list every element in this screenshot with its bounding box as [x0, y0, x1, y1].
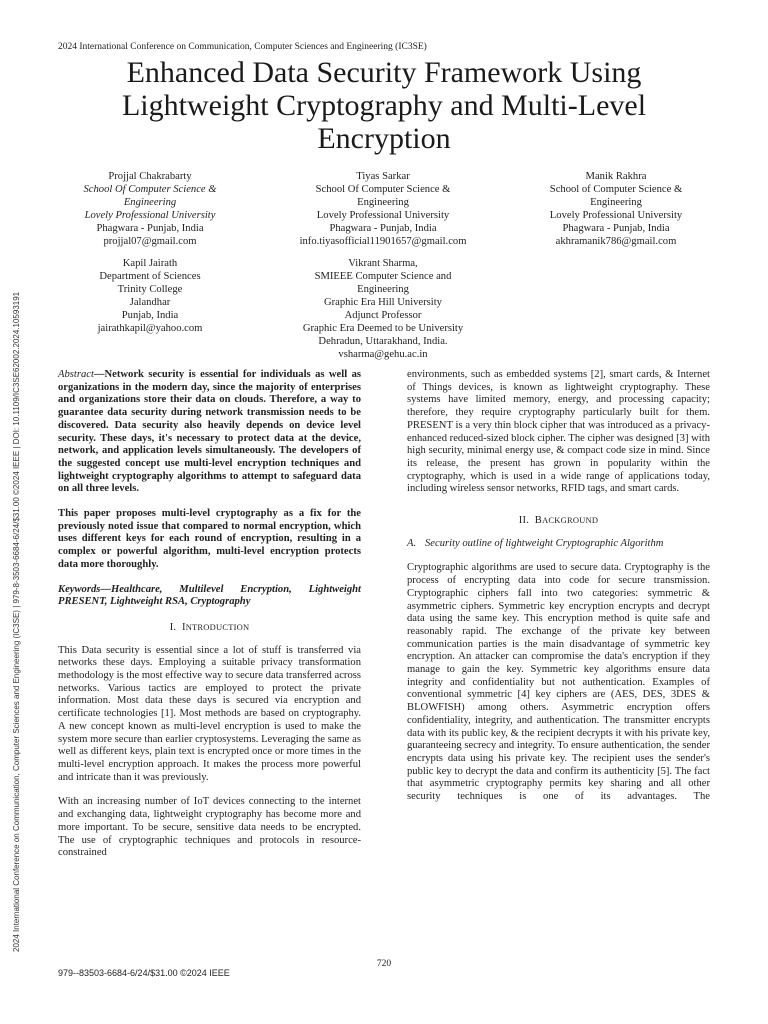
right-paragraph-2: Cryptographic algorithms are used to secure data. Cryptography is the process of encrypting data into code for secure transmission. Cryptographic ciphers fall into two categories: symmetric & asymmetric ciphers. Symmetric key encryption encrypts and decrypt data using the same key. This encryption method is quite safe and reasonably rapid. The exchange of the private key between communication parties is the main disadvantage of symmetric key encryption. An attacker can compromise the data's encryption if they manage to gain the key. Symmetric key algorithms ensure data integrity and confidentiality but not authentication. Examples of conventional symmetric [4] key ciphers are (AES, DES, 3DES & BLOWFISH) among others. Asymmetric encryption offers confidentiality, integrity, and authentication. The transmitter encrypts data with its public key, & the recipient decrypts it with his private key, guaranteeing secrecy and integrity. To ensure authentication, the sender encrypts data using his private key. The recipient uses the sender's public key to decrypt the data and confirm its authenticity [5]. The fact that asymmetric cryptography permits key sharing and all other security techniques is one of its advantages. The [407, 562, 710, 803]
author-dept-cont: Engineering [357, 284, 409, 295]
author-dept: School Of Computer Science & [315, 184, 451, 195]
abstract-para-2: This paper proposes multi-level cryptography as a fix for the previously noted issue that compared to normal encryption, which uses different keys for each round of encryption, resulting in a complex or powerful algorithm, multi-level encryption protects data more thoroughly. [58, 508, 361, 570]
author-name: Tiyas Sarkar [356, 171, 410, 182]
right-paragraph-1: environments, such as embedded systems [2], smart cards, & Internet of Things devices, is known as lightweight cryptography. These systems have limited memory, energy, and processing capacity; therefore, they require cryptography particularly built for them. PRESENT is a very thin block cipher that was introduced as a privacy-enhanced reduced-sized block cipher. The cipher was designed [3] with high security, minimal energy use, & compact code size in mind. Since its release, the present has grown in popularity within the cryptography, which is used in a wide range of applications today, including wireless sensor networks, RFID tags, and smart cards. [407, 369, 710, 495]
footer-copyright: 979--83503-6684-6/24/$31.00 ©2024 IEEE [58, 968, 230, 978]
abstract-dash: — [93, 369, 105, 380]
author-block-1 [50, 170, 250, 248]
author-location: Phagwara - Punjab, India [562, 223, 670, 234]
author-org: Trinity College [117, 284, 183, 295]
keywords: Keywords—Healthcare, Multilevel Encryption, Lightweight PRESENT, Lightweight RSA, Cryptography [58, 583, 361, 608]
author-dept: SMIEEE Computer Science and [314, 271, 452, 282]
author-block-5 [283, 257, 483, 361]
conference-header: 2024 International Conference on Communication, Computer Sciences and Engineering (IC3SE) [58, 42, 427, 52]
abstract [58, 369, 361, 496]
author-org-2: Graphic Era Deemed to be University [302, 323, 464, 334]
author-role: Adjunct Professor [344, 310, 422, 321]
author-location: Dehradun, Uttarakhand, India. [318, 336, 448, 347]
author-block-2 [283, 170, 483, 248]
subsection-label: A. [407, 537, 417, 549]
author-org: Lovely Professional University [316, 210, 450, 221]
left-column [58, 369, 361, 872]
author-location: Phagwara - Punjab, India [96, 223, 204, 234]
page-number: 720 [376, 959, 392, 969]
author-email: jairathkapil@yahoo.com [97, 323, 203, 334]
author-org: Graphic Era Hill University [324, 297, 442, 308]
author-name: Manik Rakhra [585, 171, 647, 182]
author-email: info.tiyasofficial11901657@gmail.com [299, 236, 467, 247]
author-block-4 [50, 257, 250, 335]
author-block-3 [516, 170, 716, 248]
intro-paragraph-2: With an increasing number of IoT devices connecting to the internet and exchanging data, lightweight cryptography has become more and more important. To be secure, sensitive data needs to be encrypted. The use of cryptographic techniques and protocols in resource-constrained [58, 796, 361, 859]
author-dept: School of Computer Science & [549, 184, 683, 195]
author-dept: School Of Computer Science & [83, 184, 217, 195]
paper-title: Enhanced Data Security Framework Using Lightweight Cryptography and Multi-Level Encryption [121, 56, 647, 155]
right-column [407, 369, 710, 816]
author-email: projjal07@gmail.com [103, 236, 197, 247]
author-dept-cont: Engineering [123, 197, 177, 208]
author-location: Phagwara - Punjab, India [329, 223, 437, 234]
abstract-label: Abstract [58, 369, 94, 380]
side-citation-strip: 2024 International Conference on Communication, Computer Sciences and Engineering (IC3SE) | 979-8-3503-6684-6/24/$31.00 ©2024 IEEE | DOI: 10.1109/IC3SE62002.2024.10593191 [12, 291, 21, 952]
author-org: Lovely Professional University [84, 210, 216, 221]
section-heading-background: II. BACKGROUND [518, 515, 599, 527]
section-heading-introduction: I. INTRODUCTION [169, 621, 250, 633]
subsection-heading [407, 538, 710, 551]
author-org: Lovely Professional University [549, 210, 683, 221]
author-city: Jalandhar [129, 297, 171, 308]
author-name: Kapil Jairath [122, 258, 178, 269]
author-dept: Department of Sciences [99, 271, 201, 282]
author-name: Projjal Chakrabarty [108, 171, 192, 182]
author-name: Vikrant Sharma, [348, 258, 418, 269]
abstract-text: Network security is essential for individuals as well as organizations in the modern day, since the majority of enterprises and organizations store their data on clouds. Therefore, a way to guarantee data security during network transmission needs to be discovered. Data security also heavily depends on device level security. These days, it's necessary to protect data at the device, network, and application levels simultaneously. The developers of the suggested concept use multi-level encryption techniques and lightweight cryptography algorithms to attempt to safeguard data on all three levels. [58, 369, 361, 495]
author-dept-cont: Engineering [590, 197, 642, 208]
author-location: Punjab, India [121, 310, 179, 321]
author-email: akhramanik786@gmail.com [555, 236, 677, 247]
subsection-title: Security outline of lightweight Cryptographic Algorithm [425, 537, 664, 549]
author-dept-cont: Engineering [357, 197, 409, 208]
intro-paragraph-1: This Data security is essential since a lot of stuff is transferred via networks these days. Employing a suitable privacy transformation methodology is the most effective way to secure data transferred across networks. Various tactics are employed to protect the private information. Most data these days is secured via encryption and certificate technologies [1]. Most methods are based on cryptography. A new concept known as multi-level encryption is used to make the system more secure than earlier cryptosystems. Leveraging the same as well as different keys, plain text is encrypted once or more times in the multi-level encryption approach. It makes the process more powerful and intricate than it was previously. [58, 644, 361, 783]
author-email: vsharma@gehu.ac.in [338, 349, 428, 360]
